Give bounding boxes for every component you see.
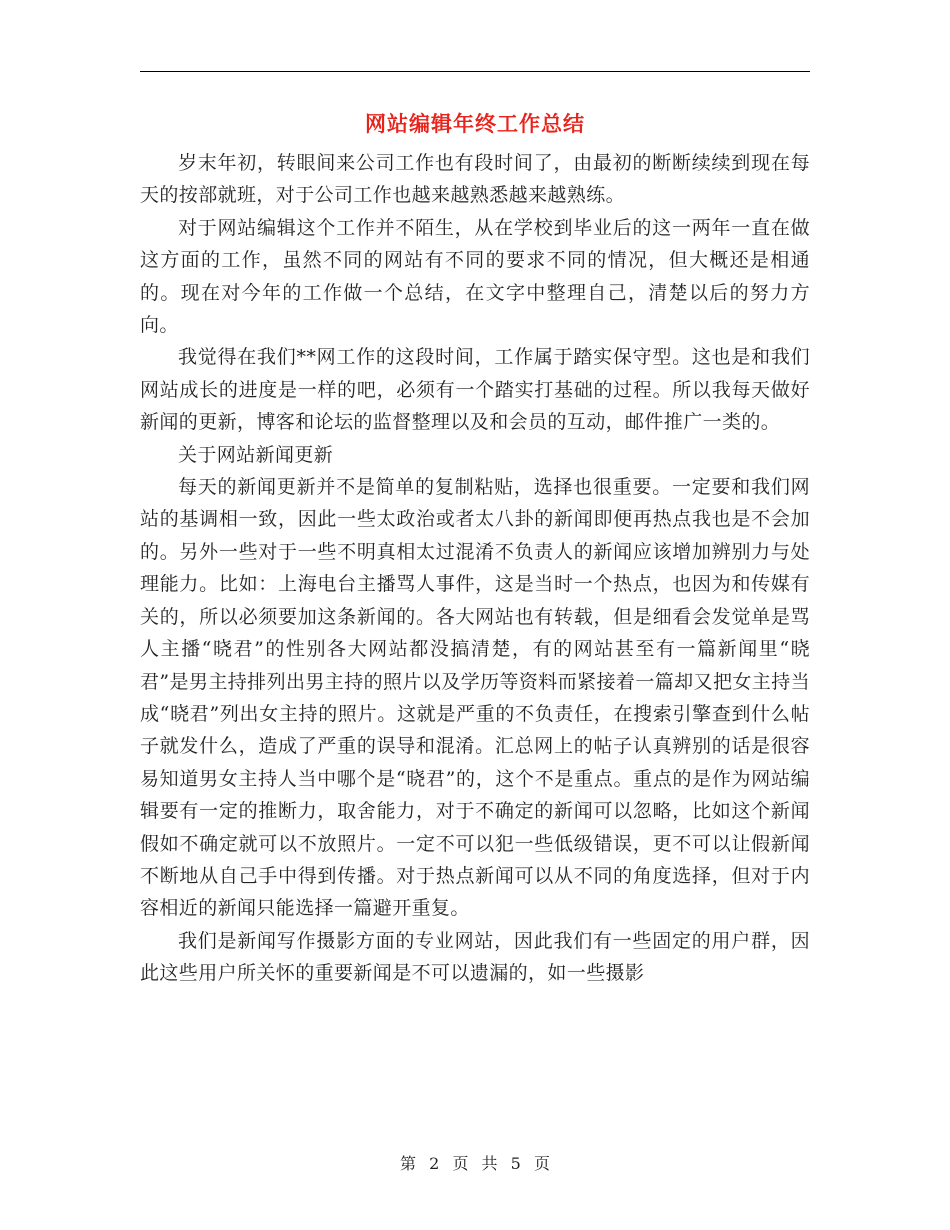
document-body xyxy=(140,147,810,990)
page-footer xyxy=(140,1150,810,1178)
paragraph-news-selection: 每天的新闻更新并不是简单的复制粘贴，选择也很重要。一定要和我们网站的基调相一致，因此一些太政治或者太八卦的新闻即便再热点我也是不会加的。另外一些对于一些不明真相太过混淆不负责人的新闻应该增加辨别力与处理能力。比如：上海电台主播骂人事件，这是当时一个热点，也因为和传媒有关的，所以必须要加这条新闻的。各大网站也有转载，但是细看会发觉单是骂人主播“晓君”的性别各大网站都没搞清楚，有的网站甚至有一篇新闻里“晓君”是男主持排列出男主持的照片以及学历等资料而紧接着一篇却又把女主持当成“晓君”列出女主持的照片。这就是严重的不负责任，在搜索引擎查到什么帖子就发什么，造成了严重的误导和混淆。汇总网上的帖子认真辨别的话是很容易知道男女主持人当中哪个是“晓君”的，这个不是重点。重点的是作为网站编辑要有一定的推断力，取舍能力，对于不确定的新闻可以忽略，比如这个新闻假如不确定就可以不放照片。一定不可以犯一些低级错误，更不可以让假新闻不断地从自己手中得到传播。对于热点新闻可以从不同的角度选择，但对于内容相近的新闻只能选择一篇避开重复。 xyxy=(140,476,810,920)
document-title: 网站编辑年终工作总结 xyxy=(365,111,585,136)
header-rule xyxy=(140,71,810,72)
footer-total-prefix: 共 xyxy=(481,1154,498,1173)
footer-page-unit: 页 xyxy=(452,1154,469,1173)
paragraph-intro: 岁末年初，转眼间来公司工作也有段时间了，由最初的断断续续到现在每天的按部就班，对于公司工作也越来越熟悉越来越熟练。 xyxy=(140,152,810,207)
footer-total-pages: 5 xyxy=(510,1154,521,1173)
paragraph-experience: 对于网站编辑这个工作并不陌生，从在学校到毕业后的这一两年一直在做这方面的工作，虽然不同的网站有不同的要求不同的情况，但大概还是相通的。现在对今年的工作做一个总结，在文字中整理自己，清楚以后的努力方向。 xyxy=(140,216,810,337)
paragraph-work-style: 我觉得在我们**网工作的这段时间，工作属于踏实保守型。这也是和我们网站成长的进度是一样的吧，必须有一个踏实打基础的过程。所以我每天做好新闻的更新，博客和论坛的监督整理以及和会员的互动，邮件推广一类的。 xyxy=(140,346,810,434)
footer-total-unit: 页 xyxy=(533,1154,550,1173)
paragraph-user-groups: 我们是新闻写作摄影方面的专业网站，因此我们有一些固定的用户群，因此这些用户所关怀的重要新闻是不可以遗漏的，如一些摄影 xyxy=(140,929,810,985)
section-heading-news-update: 关于网站新闻更新 xyxy=(178,443,334,466)
footer-prefix: 第 xyxy=(400,1154,417,1173)
footer-current-page: 2 xyxy=(429,1154,440,1173)
